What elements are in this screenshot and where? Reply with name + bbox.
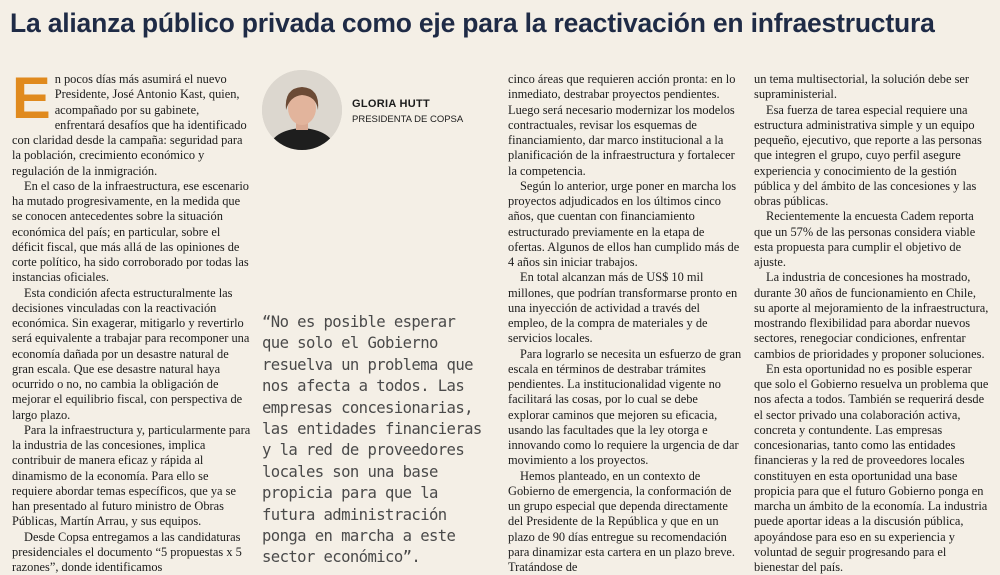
author-role: PRESIDENTA DE COPSA [352, 114, 463, 125]
pull-quote: “No es posible esperar que solo el Gobierno resuelva un problema que nos afecta a todos. Las empresas concesionarias, las entidades financieras y la red de proveedores locales son una base propicia para que la futura administración ponga en marcha a este sector económico”. [262, 312, 490, 569]
article-headline: La alianza público privada como eje para la reactivación en infraestructura [10, 8, 990, 39]
paragraph: En total alcanzan más de US$ 10 mil millones, que podrían transformarse pronto en una inyección de actividad a través del empleo, de la compra de materiales y de servicios locales. [508, 270, 742, 346]
author-box [262, 70, 492, 152]
paragraph: Para la infraestructura y, particularmente para la industria de las concesiones, implica contribuir de manera eficaz y rápida al dinamismo de la economía. Para ello se requiere abordar temas específicos, que ya se han presentado al futuro ministro de Obras Públicas, Martín Arrau, y sus equipos. [12, 423, 252, 530]
author-name: GLORIA HUTT [352, 98, 430, 110]
article-column-1 [12, 72, 252, 575]
paragraph: Hemos planteado, en un contexto de Gobierno de emergencia, la conformación de un grupo especial que dependa directamente del Presidente de la República y que en un plazo de 90 días entregue su recomendación para dinamizar esta cartera en un plazo breve. Tratándose de [508, 469, 742, 575]
avatar [262, 70, 342, 150]
paragraph: Para lograrlo se necesita un esfuerzo de gran escala en términos de destrabar trámites pendientes. La institucionalidad vigente no facilitará las cosas, por lo cual se debe explorar caminos que mejoren su eficacia, usando las facultades que la ley otorga e innovando como lo requiere la urgencia de dar movimiento a los proyectos. [508, 347, 742, 469]
paragraph: Desde Copsa entregamos a las candidaturas presidenciales el documento “5 propuestas x 5 razones”, donde identificamos [12, 530, 252, 575]
author-portrait-icon [262, 70, 342, 150]
paragraph: Según lo anterior, urge poner en marcha los proyectos adjudicados en los últimos cinco años, que cuentan con financiamiento estructurado previamente en la etapa de ofertas. Algunos de ellos han cumplido más de 4 años sin iniciar trabajos. [508, 179, 742, 271]
paragraph: cinco áreas que requieren acción pronta: en lo inmediato, destrabar proyectos pendientes. Luego será necesario modernizar los modelos contractuales, revisar los esquemas de financiamiento, dar marco institucional a la planificación de la infraestructura y fortalecer la competencia. [508, 72, 742, 179]
drop-cap: E [12, 74, 51, 124]
paragraph: Esta condición afecta estructuralmente las decisiones vinculadas con la reactivación económica. Sin exagerar, mitigarlo y revertirlo será equivalente a trabajar para recomponer una economía dañada por un desastre natural de gran escala. Que ese desastre natural haya ocurrido o no, no cambia la obligación de mejorar el equilibrio fiscal, con perspectiva de largo plazo. [12, 286, 252, 423]
paragraph: un tema multisectorial, la solución debe ser supraministerial. [754, 72, 990, 103]
paragraph: En esta oportunidad no es posible esperar que solo el Gobierno resuelva un problema que nos afecta a todos. También se requerirá desde el sector privado una colaboración activa, concreta y contundente. Las empresas concesionarias, tanto como las entidades financieras y la red de proveedores locales constituyen en esta oportunidad una base propicia para que el futuro Gobierno ponga en marcha un ámbito de la economía. La industria puede aportar ideas a la discusión pública, apoyándose para eso en su experiencia y voluntad de seguir progresando para el bienestar del país. [754, 362, 990, 575]
article-column-4 [754, 72, 990, 575]
paragraph: Recientemente la encuesta Cadem reporta que un 57% de las personas considera viable esta propuesta para cumplir el objetivo de ajuste. [754, 209, 990, 270]
paragraph: Esa fuerza de tarea especial requiere una estructura administrativa simple y un equipo pequeño, ejecutivo, que reporte a las personas que integren el grupo, cuyo perfil asegure experiencia y conocimiento de la gestión pública y del ámbito de las concesiones y las obras públicas. [754, 103, 990, 210]
paragraph: La industria de concesiones ha mostrado, durante 30 años de funcionamiento en Chile, su aporte al mejoramiento de la infraestructura, mostrando flexibilidad para abordar nuevos sectores, renegociar condiciones, enfrentar cambios de prioridades y proponer soluciones. [754, 270, 990, 362]
article-column-3 [508, 72, 742, 575]
paragraph: n pocos días más asumirá el nuevo Presidente, José Antonio Kast, quien, acompañado por su gabinete, enfrentará desafíos que ha identificado con claridad desde la campaña: seguridad para la población, crecimiento económico y regulación de la inmigración. [12, 72, 252, 179]
paragraph: En el caso de la infraestructura, ese escenario ha mutado progresivamente, en la medida que se conocen antecedentes sobre la situación económica del país; en particular, sobre el déficit fiscal, que más allá de las opiniones de corte político, ha sido corroborado por todas las instancias oficiales. [12, 179, 252, 286]
